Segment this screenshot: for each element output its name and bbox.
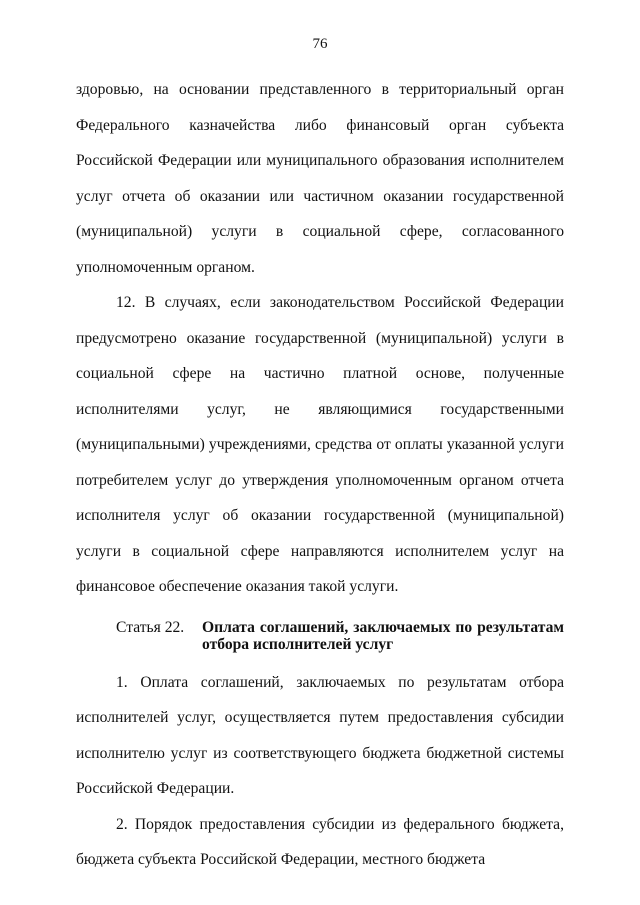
document-body xyxy=(76,72,564,878)
paragraph-1: 1. Оплата соглашений, заключаемых по результатам отбора исполнителей услуг, осуществляется путем предоставления субсидии исполнителю услуг из соответствующего бюджета бюджетной системы Российской Федерации. xyxy=(76,673,564,797)
paragraph-continuation: здоровью, на основании представленного в территориальный орган Федерального казначейства либо финансовый орган субъекта Российской Федерации или муниципального образования исполнителем услуг отчета об оказании или частичном оказании государственной (муниципальной) услуги в социальной сфере, согласованного уполномоченным органом. xyxy=(76,81,564,276)
page-number: 76 xyxy=(312,36,328,52)
article-heading xyxy=(76,619,564,653)
paragraph-2: 2. Порядок предоставления субсидии из федерального бюджета, бюджета субъекта Российской Федерации, местного бюджета xyxy=(76,815,564,868)
article-number: Статья 22. xyxy=(116,618,185,636)
paragraph-12: 12. В случаях, если законодательством Российской Федерации предусмотрено оказание государственной (муниципальной) услуги в социальной сфере на частично платной основе, полученные исполнителями услуг, не являющимися государственными (муниципальными) учреждениями, средства от оплаты указанной услуги потребителем услуг до утверждения уполномоченным органом отчета исполнителя услуг об оказании государственной (муниципальной) услуги в социальной сфере направляются исполнителем услуг на финансовое обеспечение оказания такой услуги. xyxy=(76,294,564,595)
article-title: Оплата соглашений, заключаемых по результатам отбора исполнителей услуг xyxy=(202,618,564,653)
